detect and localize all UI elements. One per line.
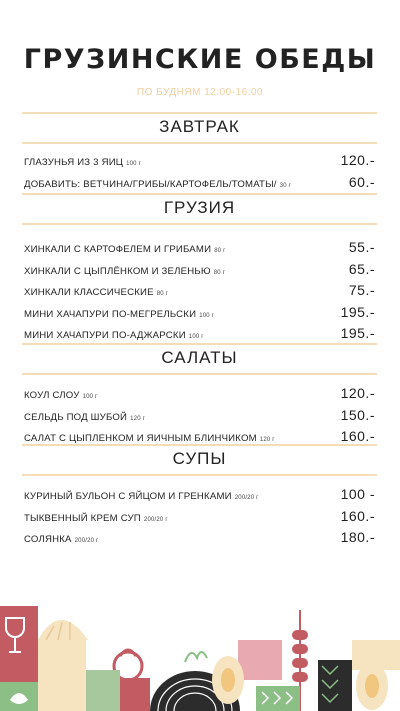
- item-weight: 80 г: [213, 269, 226, 276]
- menu-item: [22, 261, 377, 283]
- items-list: [22, 152, 377, 195]
- menu-item: [22, 529, 377, 551]
- item-price: 120.-: [340, 152, 375, 168]
- item-name: САЛАТ С ЦЫПЛЕНКОМ И ЯИЧНЫМ БЛИНЧИКОМ: [24, 433, 257, 444]
- item-name: СОЛЯНКА: [24, 534, 72, 545]
- item-price: 150.-: [340, 406, 375, 423]
- item-weight: 120 г: [259, 437, 275, 443]
- item-name: СЕЛЬДЬ ПОД ШУБОЙ: [24, 411, 128, 423]
- item-price: 60.-: [348, 173, 375, 190]
- menu-item: [22, 304, 377, 326]
- item-weight: 200/20 г: [234, 495, 259, 501]
- menu-item: [22, 508, 377, 530]
- item-name: МИНИ ХАЧАПУРИ ПО-МЕГРЕЛЬСКИ: [24, 308, 197, 320]
- item-price: 180.-: [340, 529, 375, 545]
- section-soups: [22, 444, 377, 551]
- item-price: 55.-: [348, 239, 375, 255]
- item-name: КУРИНЫЙ БУЛЬОН С ЯЙЦОМ И ГРЕНКАМИ: [24, 491, 232, 502]
- items-list: [22, 486, 377, 551]
- section-breakfast: [22, 112, 377, 195]
- item-price: 160.-: [340, 507, 375, 524]
- menu-item: [22, 282, 377, 304]
- menu-item: [22, 152, 377, 174]
- item-weight: 200/20 г: [74, 538, 99, 544]
- item-price: 160.-: [340, 428, 375, 444]
- section-title: СУПЫ: [22, 444, 377, 476]
- item-price: 100 -: [340, 486, 375, 502]
- decorative-illustration: [0, 600, 400, 711]
- item-price: 195.-: [340, 325, 375, 341]
- section-title: САЛАТЫ: [22, 343, 377, 375]
- item-price: 120.-: [340, 385, 375, 401]
- item-name: ДОБАВИТЬ: ВЕТЧИНА/ГРИБЫ/КАРТОФЕЛЬ/ТОМАТЫ/: [24, 178, 277, 190]
- menu-item: [22, 486, 377, 508]
- item-price: 65.-: [348, 260, 375, 277]
- item-weight: 200/20 г: [143, 516, 168, 523]
- item-price: 75.-: [348, 282, 375, 298]
- menu-item: [22, 174, 377, 196]
- menu-item: [22, 407, 377, 429]
- menu-item: [22, 239, 377, 261]
- page-title: ГРУЗИНСКИЕ ОБЕДЫ: [23, 44, 377, 75]
- item-name: ХИНКАЛИ КЛАССИЧЕСКИЕ: [24, 287, 154, 298]
- item-weight: 100 г: [199, 312, 215, 319]
- item-name: ГЛАЗУНЬЯ ИЗ 3 ЯИЦ: [24, 157, 124, 168]
- section-title: ЗАВТРАК: [22, 112, 377, 144]
- item-name: ХИНКАЛИ С ЦЫПЛЁНКОМ И ЗЕЛЕНЬЮ: [24, 265, 211, 277]
- item-weight: 80 г: [156, 291, 169, 297]
- menu-item: [22, 385, 377, 407]
- section-salads: [22, 343, 377, 450]
- item-weight: 30 г: [279, 182, 292, 189]
- item-weight: 100 г: [188, 334, 204, 340]
- items-list: [22, 239, 377, 347]
- wine-glass-icon: [0, 606, 38, 682]
- item-price: 195.-: [340, 303, 375, 320]
- items-list: [22, 385, 377, 450]
- page-subtitle: ПО БУДНЯМ 12:00-16:00: [136, 87, 264, 98]
- item-weight: 100 г: [126, 161, 141, 167]
- item-name: КОУЛ СЛОУ: [24, 390, 80, 401]
- item-name: ХИНКАЛИ С КАРТОФЕЛЕМ И ГРИБАМИ: [24, 244, 212, 255]
- item-name: МИНИ ХАЧАПУРИ ПО-АДЖАРСКИ: [24, 330, 186, 341]
- section-title: ГРУЗИЯ: [22, 193, 377, 225]
- item-weight: 80 г: [214, 248, 226, 254]
- section-georgia: [22, 193, 377, 347]
- item-name: ТЫКВЕННЫЙ КРЕМ СУП: [24, 512, 141, 524]
- item-weight: 120 г: [130, 415, 145, 422]
- item-weight: 100 г: [82, 394, 98, 400]
